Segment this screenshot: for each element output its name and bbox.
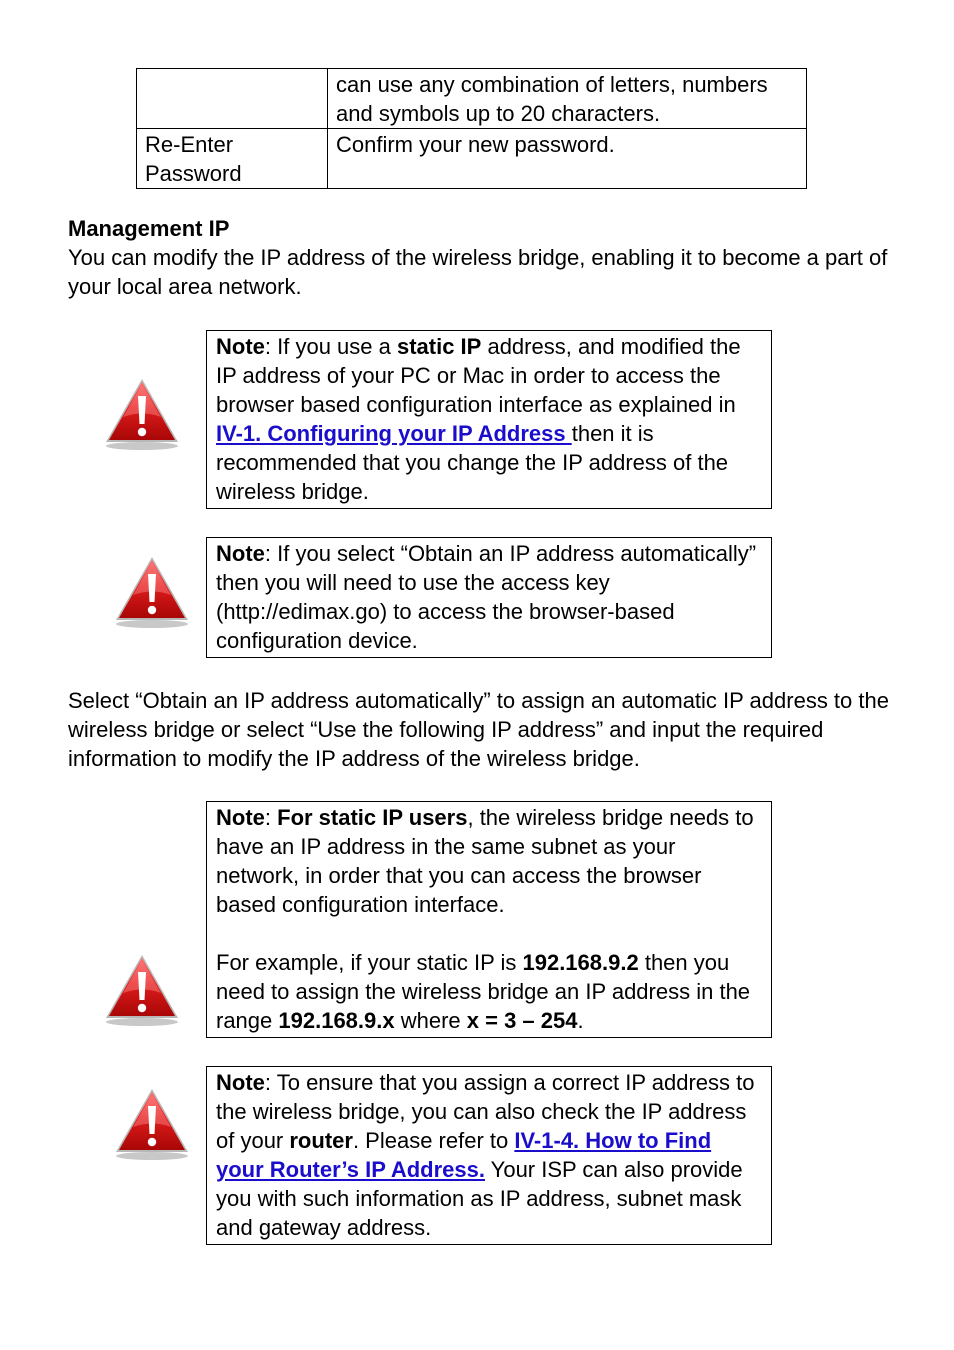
note-bold: For static IP users bbox=[277, 805, 468, 830]
note-bold: router bbox=[289, 1128, 353, 1153]
intro-paragraph: You can modify the IP address of the wireless bridge, enabling it to become a part of your local area network. bbox=[68, 245, 888, 299]
note-text-part: then it is recommended that you change the IP address of the wireless bridge. bbox=[216, 421, 729, 504]
note-text-part: where bbox=[394, 1008, 467, 1033]
warning-triangle-icon bbox=[103, 952, 181, 1028]
table-row bbox=[137, 129, 807, 189]
note-text bbox=[216, 539, 762, 655]
note-text-part: : If you select “Obtain an IP address automatically” then you will need to use the access key (http://edimax.go) to access the browser-based configuration device. bbox=[216, 541, 757, 653]
note-label: Note bbox=[216, 541, 265, 566]
note-text-part: address, and modified the IP address of your PC or Mac in order to access the browser based configuration interface as explained in bbox=[216, 334, 741, 417]
note-text-part: , the wireless bridge needs to have an IP address in the same subnet as your network, in order that you can access the browser based configuration interface. bbox=[216, 805, 754, 917]
table-cell-desc: Confirm your new password. bbox=[328, 129, 807, 189]
note-bold: 192.168.9.x bbox=[278, 1008, 395, 1033]
find-router-ip-link[interactable]: IV-1-4. How to Find your Router’s IP Address. bbox=[216, 1128, 712, 1182]
table-cell-label bbox=[137, 69, 328, 129]
configuring-ip-link[interactable]: IV-1. Configuring your IP Address bbox=[216, 421, 572, 446]
note-label: Note bbox=[216, 805, 265, 830]
note-box bbox=[206, 537, 772, 658]
section-heading: Management IP bbox=[68, 216, 230, 241]
note-text-part: : If you use a bbox=[264, 334, 397, 359]
table-cell-desc: can use any combination of letters, numbers and symbols up to 20 characters. bbox=[328, 69, 807, 129]
note-bold: 192.168.9.2 bbox=[522, 950, 639, 975]
note-text-part: then you need to assign the wireless bridge an IP address in the range bbox=[216, 950, 751, 1033]
note-box bbox=[206, 801, 772, 1038]
note-text bbox=[216, 948, 762, 1035]
select-paragraph: Select “Obtain an IP address automatically” to assign an automatic IP address to the wireless bridge or select “Use the following IP address” and input the required information to modify the IP address of the wireless bridge. bbox=[68, 688, 889, 771]
note-text-part: . bbox=[577, 1008, 584, 1033]
note-text-part: : To ensure that you assign a correct IP address to the wireless bridge, you can also check the IP address of your bbox=[216, 1070, 755, 1153]
note-box bbox=[206, 1066, 772, 1245]
note-text bbox=[216, 803, 762, 919]
table-row bbox=[137, 69, 807, 129]
table-cell-label: Re-Enter Password bbox=[137, 129, 328, 189]
note-text-part: . Please refer to bbox=[352, 1128, 515, 1153]
warning-triangle-icon bbox=[113, 554, 191, 630]
note-text-part: Your ISP can also provide you with such information as IP address, subnet mask and gateway address. bbox=[216, 1157, 743, 1240]
note-box bbox=[206, 330, 772, 509]
note-label: Note bbox=[216, 334, 265, 359]
note-bold: static IP bbox=[396, 334, 482, 359]
password-table bbox=[136, 68, 807, 189]
note-text bbox=[216, 1068, 762, 1242]
note-text-part: : bbox=[264, 805, 278, 830]
note-label: Note bbox=[216, 1070, 265, 1095]
note-bold: x = 3 – 254 bbox=[466, 1008, 578, 1033]
note-text bbox=[216, 332, 762, 506]
warning-triangle-icon bbox=[103, 376, 181, 452]
note-text-part: For example, if your static IP is bbox=[216, 950, 523, 975]
warning-triangle-icon bbox=[113, 1086, 191, 1162]
